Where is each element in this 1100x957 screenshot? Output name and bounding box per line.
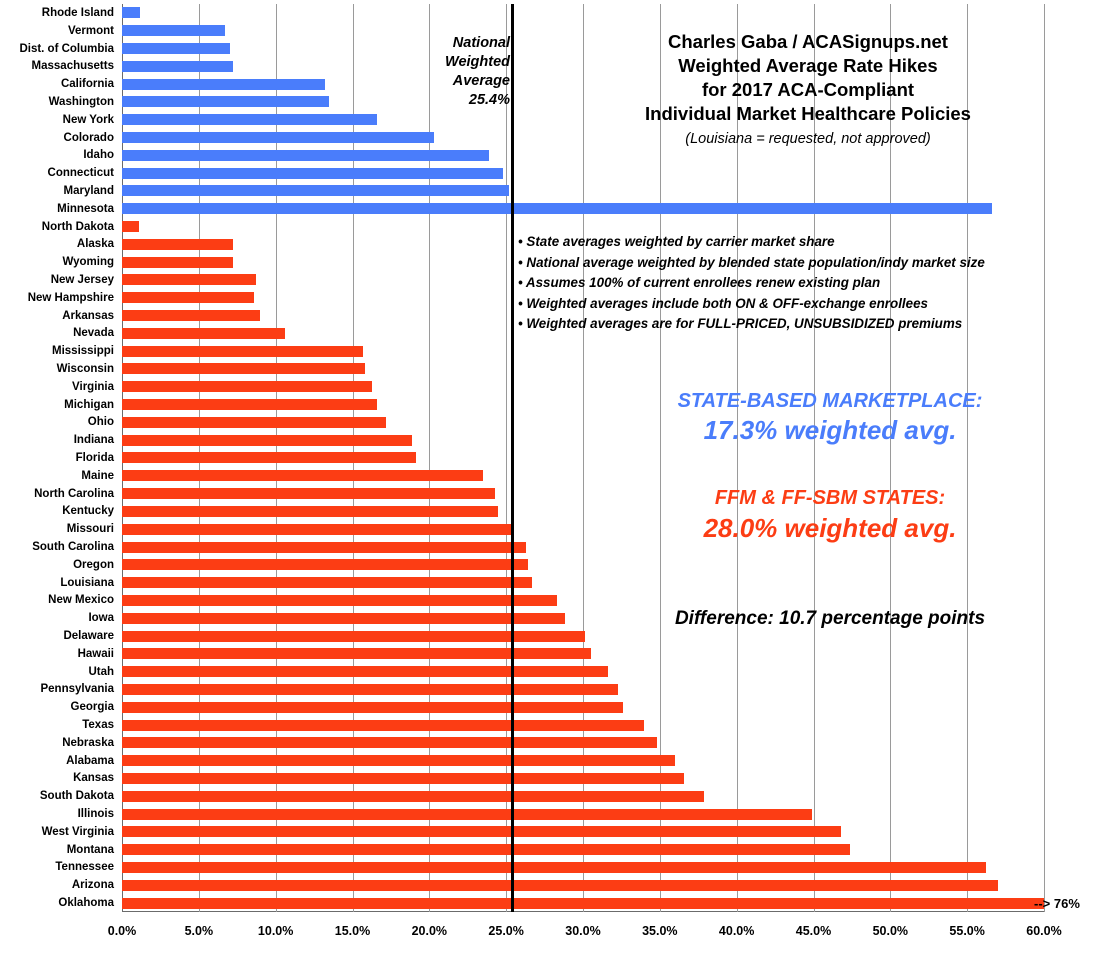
y-tick-label: Indiana — [73, 434, 114, 447]
bar-row — [122, 787, 1044, 805]
bar-row — [122, 592, 1044, 610]
bar-new-mexico — [122, 595, 557, 606]
bar-row — [122, 645, 1044, 663]
title-line-4: Individual Market Healthcare Policies — [645, 103, 971, 124]
bar-hawaii — [122, 648, 591, 659]
bar-row — [122, 663, 1044, 681]
bar-rhode-island — [122, 7, 140, 18]
bar-washington — [122, 96, 329, 107]
y-tick-label: Colorado — [63, 131, 114, 144]
x-tick-label: 25.0% — [488, 924, 524, 938]
y-axis-labels — [0, 4, 118, 912]
y-tick-label: Delaware — [63, 630, 114, 643]
bar-new-jersey — [122, 274, 256, 285]
methodology-note: • Weighted averages include both ON & OFF-exchange enrollees — [518, 295, 928, 311]
bar-west-virginia — [122, 826, 841, 837]
y-tick-label: South Carolina — [32, 541, 114, 554]
y-tick-label: Montana — [66, 843, 114, 856]
title-subtitle: (Louisiana = requested, not approved) — [685, 131, 931, 147]
y-tick-label: Alaska — [76, 238, 114, 251]
legend-ffm-title: FFM & FF-SBM STATES: — [714, 487, 946, 509]
y-tick-label: Ohio — [87, 416, 114, 429]
methodology-note: • Weighted averages are for FULL-PRICED, UNSUBSIDIZED premiums — [518, 316, 963, 331]
y-tick-label: Pennsylvania — [40, 683, 114, 696]
bar-row — [122, 200, 1044, 218]
y-tick-label: Nevada — [73, 327, 114, 340]
bar-wisconsin — [122, 363, 365, 374]
bar-row — [122, 859, 1044, 877]
y-tick-label: Mississippi — [52, 345, 114, 358]
y-tick-label: Maryland — [63, 184, 114, 197]
bar-colorado — [122, 132, 434, 143]
title-line-1: Charles Gaba / ACASignups.net — [668, 31, 948, 52]
national-average-line — [511, 4, 514, 912]
y-tick-label: New Hampshire — [27, 291, 114, 304]
y-tick-label: West Virginia — [41, 825, 114, 838]
y-tick-label: Wisconsin — [56, 362, 114, 375]
y-tick-label: North Dakota — [41, 220, 114, 233]
y-tick-label: Idaho — [83, 149, 114, 162]
bar-tennessee — [122, 862, 986, 873]
y-tick-label: Florida — [75, 452, 114, 464]
legend-sbm-value: 17.3% weighted avg. — [703, 415, 957, 445]
y-tick-label: California — [60, 78, 114, 91]
y-tick-label: Vermont — [67, 24, 114, 37]
bar-row — [122, 698, 1044, 716]
y-tick-label: South Dakota — [39, 790, 114, 803]
national-average-line4: 25.4% — [468, 92, 510, 108]
y-tick-label: Kentucky — [62, 505, 114, 518]
x-tick-label: 15.0% — [334, 924, 371, 938]
bar-kansas — [122, 773, 684, 784]
bar-south-dakota — [122, 791, 704, 802]
bar-row — [122, 164, 1044, 182]
y-tick-label: Dist. of Columbia — [19, 42, 114, 55]
bar-row — [122, 841, 1044, 859]
bar-georgia — [122, 702, 623, 713]
bar-utah — [122, 666, 608, 677]
bar-row — [122, 876, 1044, 894]
bar-row — [122, 752, 1044, 770]
bar-new-york — [122, 114, 377, 125]
bar-row — [122, 556, 1044, 574]
y-tick-label: Iowa — [88, 612, 114, 625]
bar-row — [122, 823, 1044, 841]
bar-delaware — [122, 631, 585, 642]
bar-nebraska — [122, 737, 657, 748]
bar-virginia — [122, 381, 372, 392]
bar-row — [122, 770, 1044, 788]
bar-ohio — [122, 417, 386, 428]
bar-indiana — [122, 435, 412, 446]
bar-row — [122, 805, 1044, 823]
bar-louisiana — [122, 577, 532, 588]
y-tick-label: Arizona — [71, 879, 114, 892]
bar-alabama — [122, 755, 675, 766]
bar-florida — [122, 452, 416, 463]
difference-callout: Difference: 10.7 percentage points — [674, 608, 986, 629]
bar-montana — [122, 844, 850, 855]
chart-title — [540, 30, 1076, 150]
y-tick-label: Washington — [48, 95, 114, 108]
methodology-note: • State averages weighted by carrier market share — [518, 234, 835, 249]
bar-vermont — [122, 25, 225, 36]
title-line-3: for 2017 ACA-Compliant — [701, 79, 915, 100]
x-tick-label: 20.0% — [411, 924, 448, 938]
y-tick-label: Missouri — [66, 523, 114, 536]
methodology-note: • Assumes 100% of current enrollees renew existing plan — [518, 275, 881, 290]
bar-california — [122, 79, 325, 90]
bar-oregon — [122, 559, 528, 570]
y-tick-label: Oklahoma — [58, 897, 114, 910]
national-average-line2: Weighted — [445, 54, 510, 70]
bar-maine — [122, 470, 483, 481]
x-tick-label: 0.0% — [107, 924, 137, 938]
y-tick-label: North Carolina — [34, 487, 114, 500]
bar-minnesota — [122, 203, 992, 214]
bar-row — [122, 449, 1044, 467]
methodology-note: • National average weighted by blended state population/indy market size — [518, 254, 985, 270]
methodology-notes — [518, 232, 1088, 335]
bar-row — [122, 342, 1044, 360]
y-tick-label: Hawaii — [77, 647, 114, 660]
bar-iowa — [122, 613, 565, 624]
bar-missouri — [122, 524, 514, 535]
legend-ffm-value: 28.0% weighted avg. — [703, 513, 957, 543]
y-tick-label: Nebraska — [62, 736, 114, 749]
y-tick-label: New Mexico — [48, 594, 114, 607]
x-tick-label: 60.0% — [1026, 924, 1062, 938]
x-tick-label: 10.0% — [257, 924, 294, 938]
bar-connecticut — [122, 168, 503, 179]
bar-mississippi — [122, 346, 363, 357]
y-tick-label: Rhode Island — [41, 6, 114, 19]
y-tick-label: Texas — [82, 719, 114, 732]
bar-row — [122, 734, 1044, 752]
x-tick-label: 35.0% — [642, 924, 678, 938]
y-tick-label: Massachusetts — [31, 60, 114, 73]
bar-wyoming — [122, 257, 233, 268]
bar-south-carolina — [122, 542, 526, 553]
bar-row — [122, 360, 1044, 378]
national-average-label — [424, 34, 510, 110]
national-average-line1: National — [452, 35, 510, 51]
x-tick-label: 55.0% — [949, 924, 985, 938]
y-tick-label: New Jersey — [50, 273, 114, 286]
bar-nevada — [122, 328, 285, 339]
bar-row — [122, 467, 1044, 485]
bar-kentucky — [122, 506, 498, 517]
bar-row — [122, 716, 1044, 734]
bar-maryland — [122, 185, 509, 196]
bar-north-carolina — [122, 488, 495, 499]
y-tick-label: Tennessee — [55, 861, 114, 874]
bar-row — [122, 4, 1044, 22]
y-tick-label: Oregon — [73, 558, 114, 571]
legend-ffm-states — [600, 485, 1060, 545]
bar-arizona — [122, 880, 998, 891]
y-tick-label: Arkansas — [62, 309, 114, 322]
x-axis-labels — [107, 916, 1062, 940]
y-tick-label: Connecticut — [47, 167, 114, 180]
x-tick-label: 30.0% — [565, 924, 601, 938]
legend-sbm-title: STATE-BASED MARKETPLACE: — [677, 390, 983, 412]
y-tick-label: Minnesota — [57, 202, 114, 215]
y-tick-label: New York — [62, 113, 114, 126]
bar-row — [122, 574, 1044, 592]
bar-illinois — [122, 809, 812, 820]
bar-texas — [122, 720, 644, 731]
bar-massachusetts — [122, 61, 233, 72]
bar-michigan — [122, 399, 377, 410]
bar-row — [122, 182, 1044, 200]
bar-pennsylvania — [122, 684, 618, 695]
bar-alaska — [122, 239, 233, 250]
bar-idaho — [122, 150, 489, 161]
y-tick-label: Georgia — [70, 701, 114, 714]
y-tick-label: Utah — [88, 665, 114, 678]
x-tick-label: 45.0% — [795, 924, 832, 938]
y-tick-label: Alabama — [66, 754, 114, 767]
y-tick-label: Illinois — [77, 808, 114, 821]
y-tick-label: Louisiana — [60, 576, 114, 589]
x-tick-label: 40.0% — [718, 924, 755, 938]
bar-dist-of-columbia — [122, 43, 230, 54]
overflow-note: --> 76% — [1034, 896, 1080, 911]
bar-oklahoma — [122, 898, 1044, 909]
bar-row — [122, 681, 1044, 699]
y-tick-label: Wyoming — [62, 256, 114, 269]
y-tick-label: Virginia — [72, 380, 114, 393]
bar-north-dakota — [122, 221, 139, 232]
x-tick-label: 50.0% — [872, 924, 909, 938]
title-line-2: Weighted Average Rate Hikes — [678, 55, 938, 76]
bar-new-hampshire — [122, 292, 254, 303]
x-tick-label: 5.0% — [184, 924, 214, 938]
y-tick-label: Michigan — [64, 398, 114, 411]
bar-row — [122, 894, 1044, 912]
y-tick-label: Kansas — [73, 772, 114, 785]
national-average-line3: Average — [452, 73, 510, 89]
y-tick-label: Maine — [81, 469, 114, 482]
legend-state-based-marketplace — [600, 388, 1060, 446]
bar-arkansas — [122, 310, 260, 321]
